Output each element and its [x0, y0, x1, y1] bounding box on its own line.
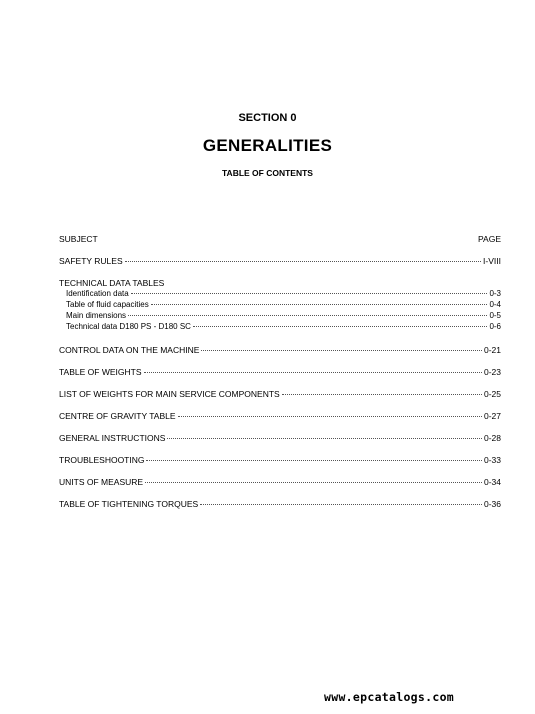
toc-entry-label: TROUBLESHOOTING	[59, 455, 145, 465]
toc-entry-list-of-weights[interactable]	[59, 389, 501, 399]
dot-leader	[151, 304, 488, 305]
toc-entry-units-of-measure[interactable]	[59, 477, 501, 487]
toc-column-headers	[59, 234, 501, 244]
toc-entry-control-data[interactable]	[59, 345, 501, 355]
toc-entry-label: TABLE OF WEIGHTS	[59, 367, 142, 377]
toc-entry-label: TABLE OF TIGHTENING TORQUES	[59, 499, 199, 509]
toc-entry-tightening-torques[interactable]	[59, 499, 501, 509]
toc-entry-page: 0-6	[489, 322, 501, 331]
dot-leader	[201, 350, 482, 351]
toc-entry-page: 0-28	[483, 433, 501, 443]
toc-entry-label: Main dimensions	[66, 311, 127, 320]
toc-entry-page: 0-36	[483, 499, 501, 509]
toc-entry-troubleshooting[interactable]	[59, 455, 501, 465]
toc-entry-label: Technical data D180 PS - D180 SC	[66, 322, 191, 331]
toc-subentry-technical-data[interactable]	[66, 322, 501, 332]
dot-leader	[282, 394, 482, 395]
toc-entry-page: 0-23	[483, 367, 501, 377]
toc-entry-page: 0-21	[483, 345, 501, 355]
dot-leader	[193, 326, 487, 327]
toc-subentry-identification[interactable]	[66, 289, 501, 299]
toc-heading: TABLE OF CONTENTS	[222, 168, 313, 178]
toc-entry-label: LIST OF WEIGHTS FOR MAIN SERVICE COMPONENTS	[59, 389, 280, 399]
toc-entry-label: UNITS OF MEASURE	[59, 477, 144, 487]
page-title: GENERALITIES	[202, 136, 333, 155]
toc-entry-label: Table of fluid capacities	[66, 300, 149, 309]
footer-watermark-url[interactable]: www.epcatalogs.com	[324, 690, 455, 704]
toc-entry-page: 0-34	[483, 477, 501, 487]
toc-subentry-main-dimensions[interactable]	[66, 311, 501, 321]
dot-leader	[145, 482, 482, 483]
toc-entry-general-instructions[interactable]	[59, 433, 501, 443]
toc-entry-label: CENTRE OF GRAVITY TABLE	[59, 411, 176, 421]
section-label: SECTION 0	[238, 112, 297, 124]
toc-entry-label: SAFETY RULES	[59, 256, 123, 266]
subject-column-header: SUBJECT	[59, 234, 98, 244]
toc-entry-label: CONTROL DATA ON THE MACHINE	[59, 345, 200, 355]
toc-entry-table-of-weights[interactable]	[59, 367, 501, 377]
dot-leader	[167, 438, 482, 439]
dot-leader	[128, 315, 487, 316]
toc-entry-page: 0-33	[483, 455, 501, 465]
toc-subentry-fluid-capacities[interactable]	[66, 300, 501, 310]
dot-leader	[131, 293, 488, 294]
toc-entry-page: I-VIII	[483, 256, 501, 266]
dot-leader	[144, 372, 482, 373]
toc-entry-page: 0-25	[483, 389, 501, 399]
dot-leader	[125, 261, 481, 262]
toc-entry-centre-of-gravity[interactable]	[59, 411, 501, 421]
toc-entry-page: 0-5	[489, 311, 501, 320]
toc-entry-page: 0-4	[489, 300, 501, 309]
toc-group-technical-data: TECHNICAL DATA TABLES	[59, 278, 165, 288]
page-column-header: PAGE	[478, 234, 501, 244]
toc-entry-page: 0-27	[483, 411, 501, 421]
toc-entry-safety-rules[interactable]	[59, 256, 501, 266]
dot-leader	[146, 460, 482, 461]
dot-leader	[200, 504, 482, 505]
toc-entry-label: GENERAL INSTRUCTIONS	[59, 433, 166, 443]
toc-entry-page: 0-3	[489, 289, 501, 298]
toc-entry-label: Identification data	[66, 289, 129, 298]
dot-leader	[178, 416, 482, 417]
